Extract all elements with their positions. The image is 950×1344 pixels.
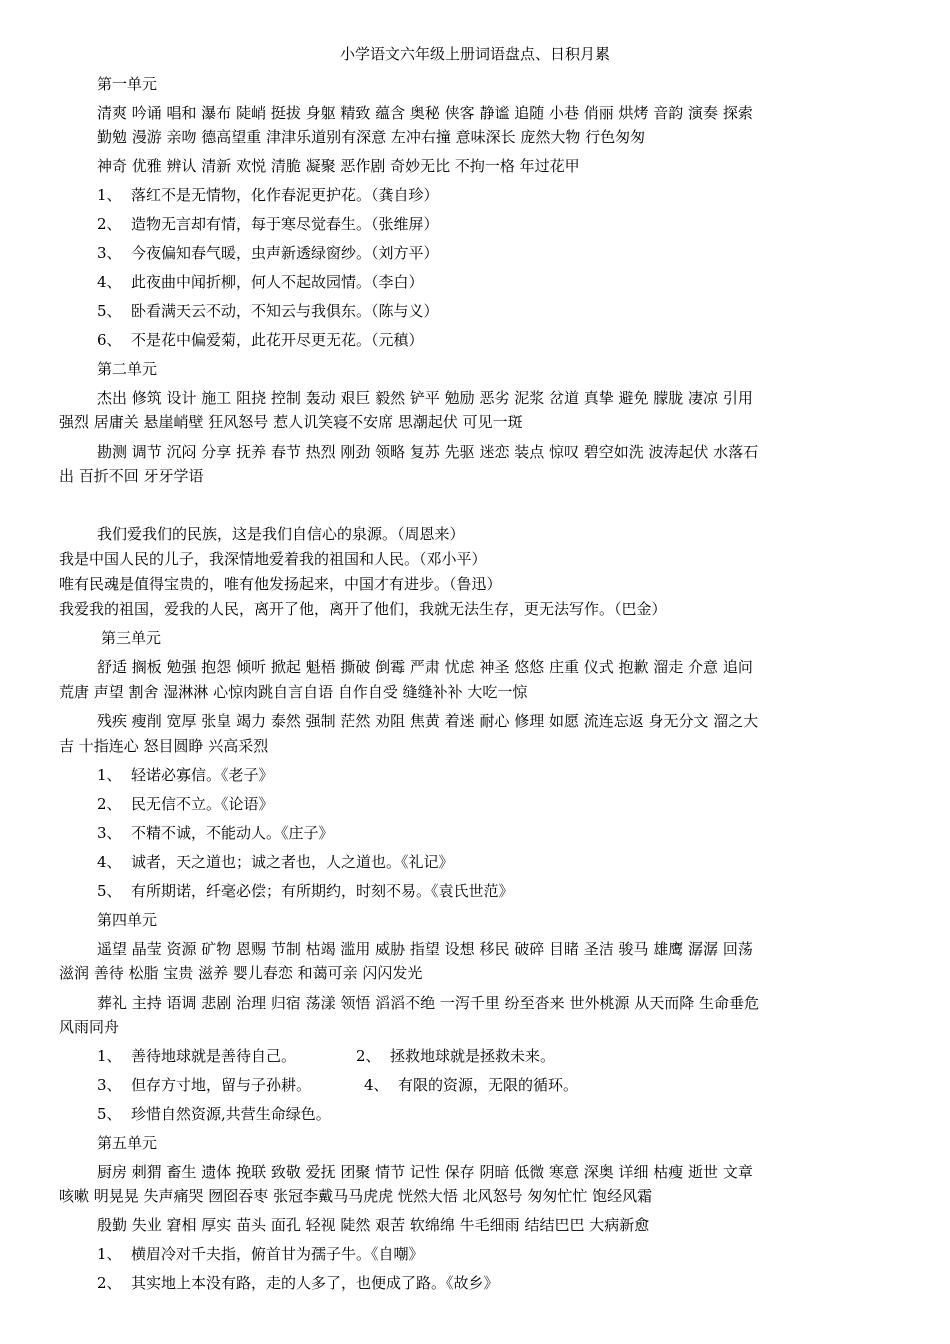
list-item: 造物无言却有情，每于寒尽觉春生。（张维屏） xyxy=(131,215,439,233)
list-number: 2、 xyxy=(97,215,122,233)
list-item: 不精不诚，不能动人。《庄子》 xyxy=(131,824,334,842)
unit-4-word-line: 滋润 善待 松脂 宝贵 滋养 婴儿春恋 和蔼可亲 闪闪发光 xyxy=(59,964,423,982)
quote-line: 我们爱我们的民族，这是我们自信心的泉源。（周恩来） xyxy=(97,525,465,543)
unit-3-word-line: 残疾 瘦削 宽厚 张皇 竭力 泰然 强制 茫然 劝阻 焦黄 着迷 耐心 修理 如愿 流连忘返 身无分文 溜之大 xyxy=(97,712,759,730)
unit-5-word-line: 咳嗽 明晃晃 失声痛哭 囫囵吞枣 张冠李戴马马虎虎 恍然大悟 北风怒号 匆匆忙忙 饱经风霜 xyxy=(59,1187,653,1205)
page-title: 小学语文六年级上册词语盘点、日积月累 xyxy=(340,45,611,63)
list-item: 善待地球就是善待自己。 xyxy=(131,1047,297,1065)
list-item: 不是花中偏爱菊，此花开尽更无花。（元稹） xyxy=(131,331,424,349)
list-item: 有所期诺，纤毫必偿；有所期约，时刻不易。《袁氏世范》 xyxy=(131,882,514,900)
list-item: 此夜曲中闻折柳，何人不起故园情。（李白） xyxy=(131,273,424,291)
list-number: 4、 xyxy=(364,1076,389,1094)
list-number: 3、 xyxy=(97,824,122,842)
quote-line: 我爱我的祖国，爱我的人民，离开了他，离开了他们，我就无法生存，更无法写作。（巴金） xyxy=(59,600,667,618)
unit-2-word-line: 杰出 修筑 设计 施工 阻挠 控制 轰动 艰巨 毅然 铲平 勉励 恶劣 泥浆 岔道 真挚 避免 朦胧 凄凉 引用 xyxy=(97,389,753,407)
list-number: 4、 xyxy=(97,273,122,291)
list-number: 2、 xyxy=(97,1274,122,1292)
list-number: 1、 xyxy=(97,766,122,784)
list-item: 民无信不立。《论语》 xyxy=(131,795,274,813)
unit-3-word-line: 吉 十指连心 怒目圆睁 兴高采烈 xyxy=(59,737,269,755)
list-item: 横眉冷对千夫指，俯首甘为孺子牛。《自嘲》 xyxy=(131,1245,424,1263)
list-item: 但存方寸地，留与子孙耕。 xyxy=(131,1076,312,1094)
unit-1-word-line: 清爽 吟诵 唱和 瀑布 陡峭 挺拔 身躯 精致 蕴含 奥秘 侠客 静谧 追随 小巷 俏丽 烘烤 音韵 演奏 探索 xyxy=(97,104,753,122)
quote-line: 我是中国人民的儿子，我深情地爱着我的祖国和人民。（邓小平） xyxy=(59,550,487,568)
list-number: 4、 xyxy=(97,853,122,871)
list-item: 今夜偏知春气暖，虫声新透绿窗纱。（刘方平） xyxy=(131,244,439,262)
list-item: 其实地上本没有路，走的人多了，也便成了路。《故乡》 xyxy=(131,1274,499,1292)
list-item: 诚者，天之道也；诚之者也，人之道也。《礼记》 xyxy=(131,853,454,871)
list-number: 3、 xyxy=(97,1076,122,1094)
quote-line: 唯有民魂是值得宝贵的，唯有他发扬起来，中国才有进步。（鲁迅） xyxy=(59,575,502,593)
list-item: 珍惜自然资源,共营生命绿色。 xyxy=(131,1105,331,1123)
unit-1-heading: 第一单元 xyxy=(97,75,158,93)
list-number: 5、 xyxy=(97,1105,122,1123)
list-number: 1、 xyxy=(97,1245,122,1263)
unit-2-word-line: 勘测 调节 沉闷 分享 抚养 春节 热烈 刚劲 领略 复苏 先驱 迷恋 装点 惊叹 碧空如洗 波涛起伏 水落石 xyxy=(97,443,759,461)
list-number: 5、 xyxy=(97,882,122,900)
list-item: 拯救地球就是拯救未来。 xyxy=(390,1047,556,1065)
unit-3-word-line: 荒唐 声望 割舍 湿淋淋 心惊肉跳自言自语 自作自受 缝缝补补 大吃一惊 xyxy=(59,683,528,701)
list-number: 2、 xyxy=(97,795,122,813)
unit-4-heading: 第四单元 xyxy=(97,911,158,929)
unit-4-word-line: 葬礼 主持 语调 悲剧 治理 归宿 荡漾 领悟 滔滔不绝 一泻千里 纷至沓来 世外桃源 从天而降 生命垂危 xyxy=(97,994,759,1012)
unit-1-word-line: 神奇 优雅 辨认 清新 欢悦 清脆 凝聚 恶作剧 奇妙无比 不拘一格 年过花甲 xyxy=(97,157,580,175)
unit-5-word-line: 厨房 刺猬 畜生 遗体 挽联 致敬 爱抚 团聚 情节 记性 保存 阴暗 低微 寒意 深奥 详细 枯瘦 逝世 文章 xyxy=(97,1163,753,1181)
unit-2-word-line: 强烈 居庸关 悬崖峭壁 狂风怒号 惹人讥笑寝不安席 思潮起伏 可见一斑 xyxy=(59,413,523,431)
unit-4-word-line: 风雨同舟 xyxy=(59,1018,120,1036)
unit-5-word-line: 殷勤 失业 窘相 厚实 苗头 面孔 轻视 陡然 艰苦 软绵绵 牛毛细雨 结结巴巴 大病新愈 xyxy=(97,1216,650,1234)
list-item: 卧看满天云不动，不知云与我俱东。（陈与义） xyxy=(131,302,439,320)
list-item: 轻诺必寡信。《老子》 xyxy=(131,766,274,784)
list-item: 落红不是无情物，化作春泥更护花。（龚自珍） xyxy=(131,186,439,204)
unit-3-word-line: 舒适 搁板 勉强 抱怨 倾听 掀起 魁梧 撕破 倒霉 严肃 忧虑 神圣 悠悠 庄重 仪式 抱歉 溜走 介意 追问 xyxy=(97,658,753,676)
unit-2-word-line: 出 百折不回 牙牙学语 xyxy=(59,467,204,485)
list-number: 1、 xyxy=(97,1047,122,1065)
list-number: 2、 xyxy=(356,1047,381,1065)
unit-2-heading: 第二单元 xyxy=(97,360,158,378)
list-item: 有限的资源，无限的循环。 xyxy=(398,1076,579,1094)
unit-3-heading: 第三单元 xyxy=(101,629,162,647)
unit-5-heading: 第五单元 xyxy=(97,1134,158,1152)
unit-1-word-line: 勤勉 漫游 亲吻 德高望重 津津乐道别有深意 左冲右撞 意味深长 庞然大物 行色匆匆 xyxy=(97,128,646,146)
list-number: 1、 xyxy=(97,186,122,204)
list-number: 5、 xyxy=(97,302,122,320)
list-number: 3、 xyxy=(97,244,122,262)
list-number: 6、 xyxy=(97,331,122,349)
unit-4-word-line: 遥望 晶莹 资源 矿物 恩赐 节制 枯竭 滥用 威胁 指望 设想 移民 破碎 目睹 圣洁 骏马 雄鹰 潺潺 回荡 xyxy=(97,940,753,958)
